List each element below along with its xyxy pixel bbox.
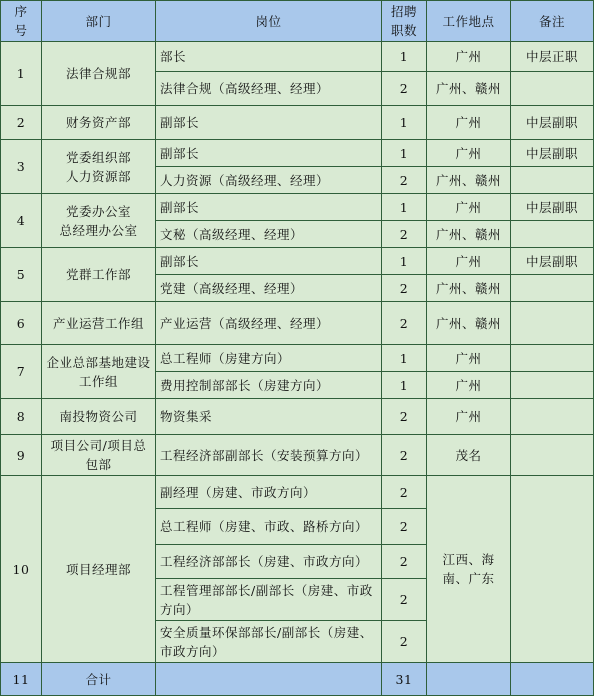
row-dept: 南投物资公司 xyxy=(42,399,156,435)
row-post: 副经理（房建、市政方向） xyxy=(156,476,382,509)
row-location: 广州 xyxy=(427,372,511,399)
total-note xyxy=(511,663,594,696)
row-post: 费用控制部部长（房建方向） xyxy=(156,372,382,399)
row-count: 2 xyxy=(382,621,427,663)
row-post: 工程管理部部长/副部长（房建、市政方向） xyxy=(156,579,382,621)
row-dept-line: 总经理办公室 xyxy=(59,222,138,238)
row-count: 1 xyxy=(382,140,427,167)
table-row xyxy=(1,345,594,372)
row-post: 法律合规（高级经理、经理） xyxy=(156,72,382,106)
row-note xyxy=(511,345,594,372)
row-post: 副部长 xyxy=(156,106,382,140)
header-dept: 部门 xyxy=(42,1,156,42)
row-no: 2 xyxy=(1,106,42,140)
row-count: 2 xyxy=(382,302,427,345)
row-dept: 企业总部基地建设工作组 xyxy=(42,345,156,399)
row-note: 中层副职 xyxy=(511,106,594,140)
row-location: 广州 xyxy=(427,42,511,72)
row-no: 8 xyxy=(1,399,42,435)
row-post: 总工程师（房建方向） xyxy=(156,345,382,372)
row-count: 2 xyxy=(382,72,427,106)
row-post: 部长 xyxy=(156,42,382,72)
row-location: 广州 xyxy=(427,248,511,275)
row-count: 2 xyxy=(382,545,427,579)
row-note xyxy=(511,435,594,476)
total-label: 合计 xyxy=(42,663,156,696)
table-row xyxy=(1,302,594,345)
total-no: 11 xyxy=(1,663,42,696)
table-row xyxy=(1,476,594,509)
row-post: 人力资源（高级经理、经理） xyxy=(156,167,382,194)
row-location: 广州 xyxy=(427,194,511,221)
row-no: 4 xyxy=(1,194,42,248)
row-note: 中层正职 xyxy=(511,42,594,72)
row-count: 1 xyxy=(382,345,427,372)
row-dept xyxy=(42,140,156,194)
total-row xyxy=(1,663,594,696)
row-no: 10 xyxy=(1,476,42,663)
row-location: 广州、赣州 xyxy=(427,72,511,106)
row-count: 2 xyxy=(382,167,427,194)
row-note xyxy=(511,476,594,663)
row-no: 1 xyxy=(1,42,42,106)
row-post: 物资集采 xyxy=(156,399,382,435)
row-count: 2 xyxy=(382,221,427,248)
row-no: 3 xyxy=(1,140,42,194)
row-count: 1 xyxy=(382,42,427,72)
row-post: 副部长 xyxy=(156,194,382,221)
row-location: 广州 xyxy=(427,140,511,167)
table-row xyxy=(1,140,594,167)
header-no: 序号 xyxy=(1,1,42,42)
total-location xyxy=(427,663,511,696)
table-row xyxy=(1,248,594,275)
row-dept-line: 党委办公室 xyxy=(65,203,131,219)
row-dept-line: 人力资源部 xyxy=(65,168,131,184)
row-location: 江西、海南、广东 xyxy=(427,476,511,663)
row-location: 广州 xyxy=(427,345,511,372)
table-row xyxy=(1,106,594,140)
row-post: 工程经济部副部长（安装预算方向） xyxy=(156,435,382,476)
row-count: 2 xyxy=(382,435,427,476)
row-location: 广州 xyxy=(427,399,511,435)
row-count: 2 xyxy=(382,579,427,621)
row-note: 中层副职 xyxy=(511,248,594,275)
row-note xyxy=(511,399,594,435)
row-post: 工程经济部部长（房建、市政方向） xyxy=(156,545,382,579)
table-row xyxy=(1,194,594,221)
row-count: 2 xyxy=(382,275,427,302)
table-row xyxy=(1,399,594,435)
row-dept: 产业运营工作组 xyxy=(42,302,156,345)
header-count: 招聘职数 xyxy=(382,1,427,42)
row-count: 2 xyxy=(382,399,427,435)
row-note: 中层副职 xyxy=(511,194,594,221)
row-post: 副部长 xyxy=(156,248,382,275)
row-post: 文秘（高级经理、经理） xyxy=(156,221,382,248)
row-no: 5 xyxy=(1,248,42,302)
table-header-row xyxy=(1,1,594,42)
row-note xyxy=(511,302,594,345)
row-post: 副部长 xyxy=(156,140,382,167)
row-count: 2 xyxy=(382,509,427,545)
row-count: 1 xyxy=(382,194,427,221)
table-row xyxy=(1,42,594,72)
table-row xyxy=(1,435,594,476)
header-location: 工作地点 xyxy=(427,1,511,42)
row-note xyxy=(511,221,594,248)
row-count: 2 xyxy=(382,476,427,509)
row-post: 党建（高级经理、经理） xyxy=(156,275,382,302)
row-note xyxy=(511,275,594,302)
row-no: 9 xyxy=(1,435,42,476)
row-dept-line: 党委组织部 xyxy=(65,149,131,165)
row-dept: 项目经理部 xyxy=(42,476,156,663)
row-post: 安全质量环保部部长/副部长（房建、市政方向） xyxy=(156,621,382,663)
row-note xyxy=(511,72,594,106)
row-location: 广州、赣州 xyxy=(427,221,511,248)
row-dept xyxy=(42,194,156,248)
row-note xyxy=(511,167,594,194)
row-post: 产业运营（高级经理、经理） xyxy=(156,302,382,345)
row-location: 广州 xyxy=(427,106,511,140)
row-no: 6 xyxy=(1,302,42,345)
row-location: 广州、赣州 xyxy=(427,302,511,345)
total-count: 31 xyxy=(382,663,427,696)
total-post xyxy=(156,663,382,696)
row-dept: 法律合规部 xyxy=(42,42,156,106)
row-dept: 财务资产部 xyxy=(42,106,156,140)
row-count: 1 xyxy=(382,248,427,275)
row-location: 茂名 xyxy=(427,435,511,476)
row-post: 总工程师（房建、市政、路桥方向） xyxy=(156,509,382,545)
row-dept: 党群工作部 xyxy=(42,248,156,302)
row-dept: 项目公司/项目总包部 xyxy=(42,435,156,476)
row-no: 7 xyxy=(1,345,42,399)
row-note xyxy=(511,372,594,399)
row-count: 1 xyxy=(382,372,427,399)
row-count: 1 xyxy=(382,106,427,140)
row-note: 中层副职 xyxy=(511,140,594,167)
header-note: 备注 xyxy=(511,1,594,42)
row-location: 广州、赣州 xyxy=(427,275,511,302)
row-location: 广州、赣州 xyxy=(427,167,511,194)
header-post: 岗位 xyxy=(156,1,382,42)
